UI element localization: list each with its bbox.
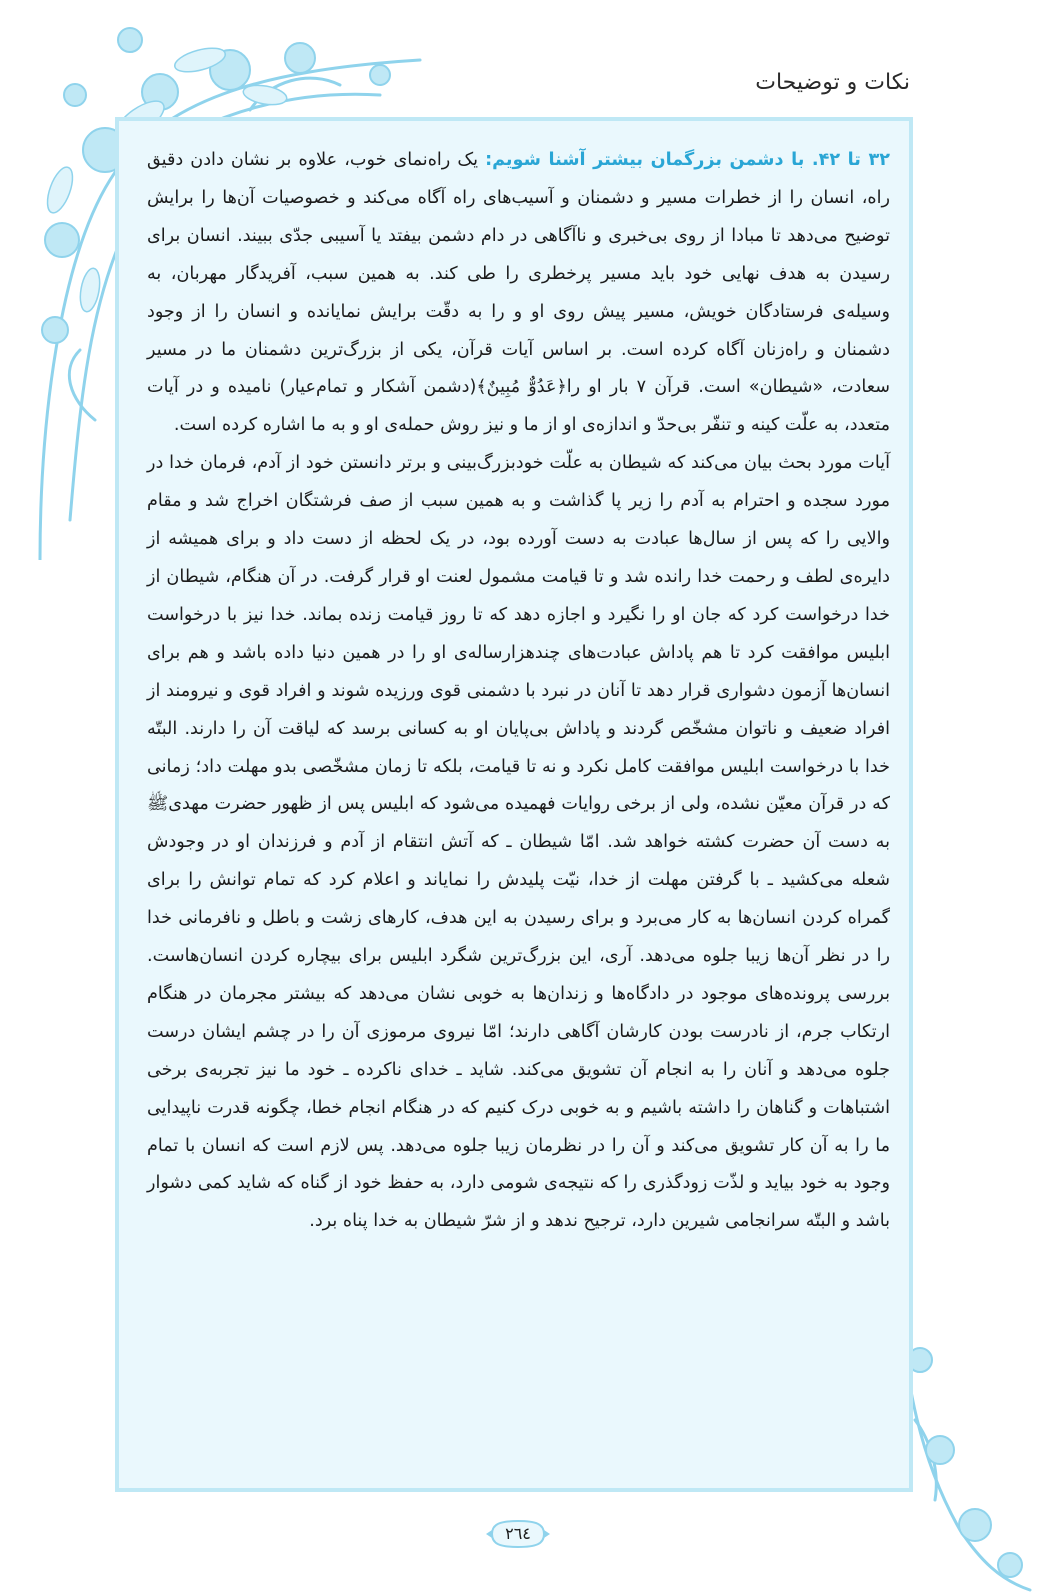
quran-quote: ﴿عَدُوٌّ مُبِينٌ﴾ (476, 377, 567, 398)
page-number: ٢٦٤ (505, 1524, 531, 1543)
paragraph-1 (147, 142, 890, 445)
honorific-mark: ﷺ (147, 794, 169, 815)
paragraph-1-text-a: یک راه‌نمای خوب، علاوه بر نشان دادن دقیق راه، انسان را از خطرات مسیر و دشمنان و آسیب‌های راه آگاه می‌کند و خصوصیات آن‌ها را برایش توضیح می‌دهد تا مبادا از روی بی‌خبری و ناآگاهی در دام دشمن بیفتد یا آسیبی جدّی ببیند. انسان برای رسیدن به هدف نهایی خود باید مسیر پرخطری را طی کند. به همین سبب، آفریدگار مهربان، به وسیله‌ی فرستادگان خویش، مسیر پیش روی او و را به دقّت برایش نمایانده و انسان را از وجود دشمنان و راه‌زنان آگاه کرده است. بر اساس آیات قرآن، یکی از بزرگ‌ترین دشمنان ما در مسیر سعادت، «شیطان» است. قرآن ۷ بار او را (147, 150, 890, 398)
page-title: نکات و توضیحات (755, 70, 910, 95)
paragraph-2-text-a: آیات مورد بحث بیان می‌کند که شیطان به علّت خودبزرگ‌بینی و برتر دانستن خود از آدم، فرمان خدا در مورد سجده و احترام به آدم را زیر پا گذاشت و به همین سبب از صف فرشتگان اخراج شد و مقام والایی را که پس از سال‌ها عبادت به دست آورده بود، در یک لحظه از دست داد و برای همیشه از دایره‌ی لطف و رحمت خدا رانده شد و تا قیامت مشمول لعنت او قرار گرفت. در آن هنگام، شیطان از خدا درخواست کرد که جان او را نگیرد و اجازه دهد که تا روز قیامت زنده بماند. خدا نیز با درخواست ابلیس موافقت کرد تا هم پاداش عبادت‌های چندهزارساله‌ی او را در همین دنیا داده باشد و هم برای انسان‌ها آزمون دشواری قرار دهد تا آنان در نبرد با دشمنی قوی ورزیده شوند و افراد قوی و نیرومند از افراد ضعیف و ناتوان مشخّص گردند و پاداش بی‌پایان او به کسانی برسد که لیاقت آن را دارند. البتّه خدا با درخواست ابلیس موافقت کامل نکرد و نه تا قیامت، بلکه تا زمان مشخّصی بدو مهلت داد؛ زمانی که در قرآن معیّن نشده، ولی از برخی روایات فهمیده می‌شود که ابلیس پس از ظهور حضرت مهدی (147, 453, 890, 815)
paragraph-2 (147, 445, 890, 1241)
paragraph-1-text-b: (دشمن آشکار و تمام‌عیار) نامیده و در آیات متعدد، به علّت کینه و تنفّر بی‌حدّ و اندازه‌ی او از ما و نیز روش حمله‌ی او و به ما اشاره کرده است. (147, 377, 890, 436)
section-heading: ۳۲ تا ۴۲. با دشمن بزرگمان بیشتر آشنا شویم: (485, 150, 890, 170)
main-text (147, 142, 890, 1241)
paragraph-2-text-b: به دست آن حضرت کشته خواهد شد. امّا شیطان ـ که آتش انتقام از آدم و فرزندان او در وجودش شعله می‌کشید ـ با گرفتن مهلت از خدا، نیّت پلیدش را نمایاند و اعلام کرد که تمام توانش را برای گمراه کردن انسان‌ها به کار می‌برد و برای رسیدن به این هدف، کارهای زشت و باطل و نافرمانی خدا را در نظر آن‌ها زیبا جلوه می‌دهد. آری، این بزرگ‌ترین شگرد ابلیس برای بیچاره کردن انسان‌هاست. بررسی پرونده‌های موجود در دادگاه‌ها و زندان‌ها به خوبی نشان می‌دهد که بیشتر مجرمان در هنگام ارتکاب جرم، از نادرست بودن کارشان آگاهی دارند؛ امّا نیروی مرموزی آن را در چشم ایشان درست جلوه می‌دهد و آنان را به انجام آن تشویق می‌کند. شاید ـ خدای ناکرده ـ خود ما نیز تجربه‌ی برخی اشتباهات و گناهان را داشته باشیم و به خوبی درک کنیم که در هنگام انجام خطا، چگونه قدرت ناپیدایی ما را به آن کار تشویق می‌کند و آن را در نظرمان زیبا جلوه می‌دهد. پس لازم است که انسان با تمام وجود به خود بیاید و لذّت زودگذری را که نتیجه‌ی شومی دارد، به حفظ خود از گناه که شاید کمی دشوار باشد و البتّه سرانجامی شیرین دارد، ترجیح ندهد و از شرّ شیطان به خدا پناه برد. (147, 832, 890, 1232)
